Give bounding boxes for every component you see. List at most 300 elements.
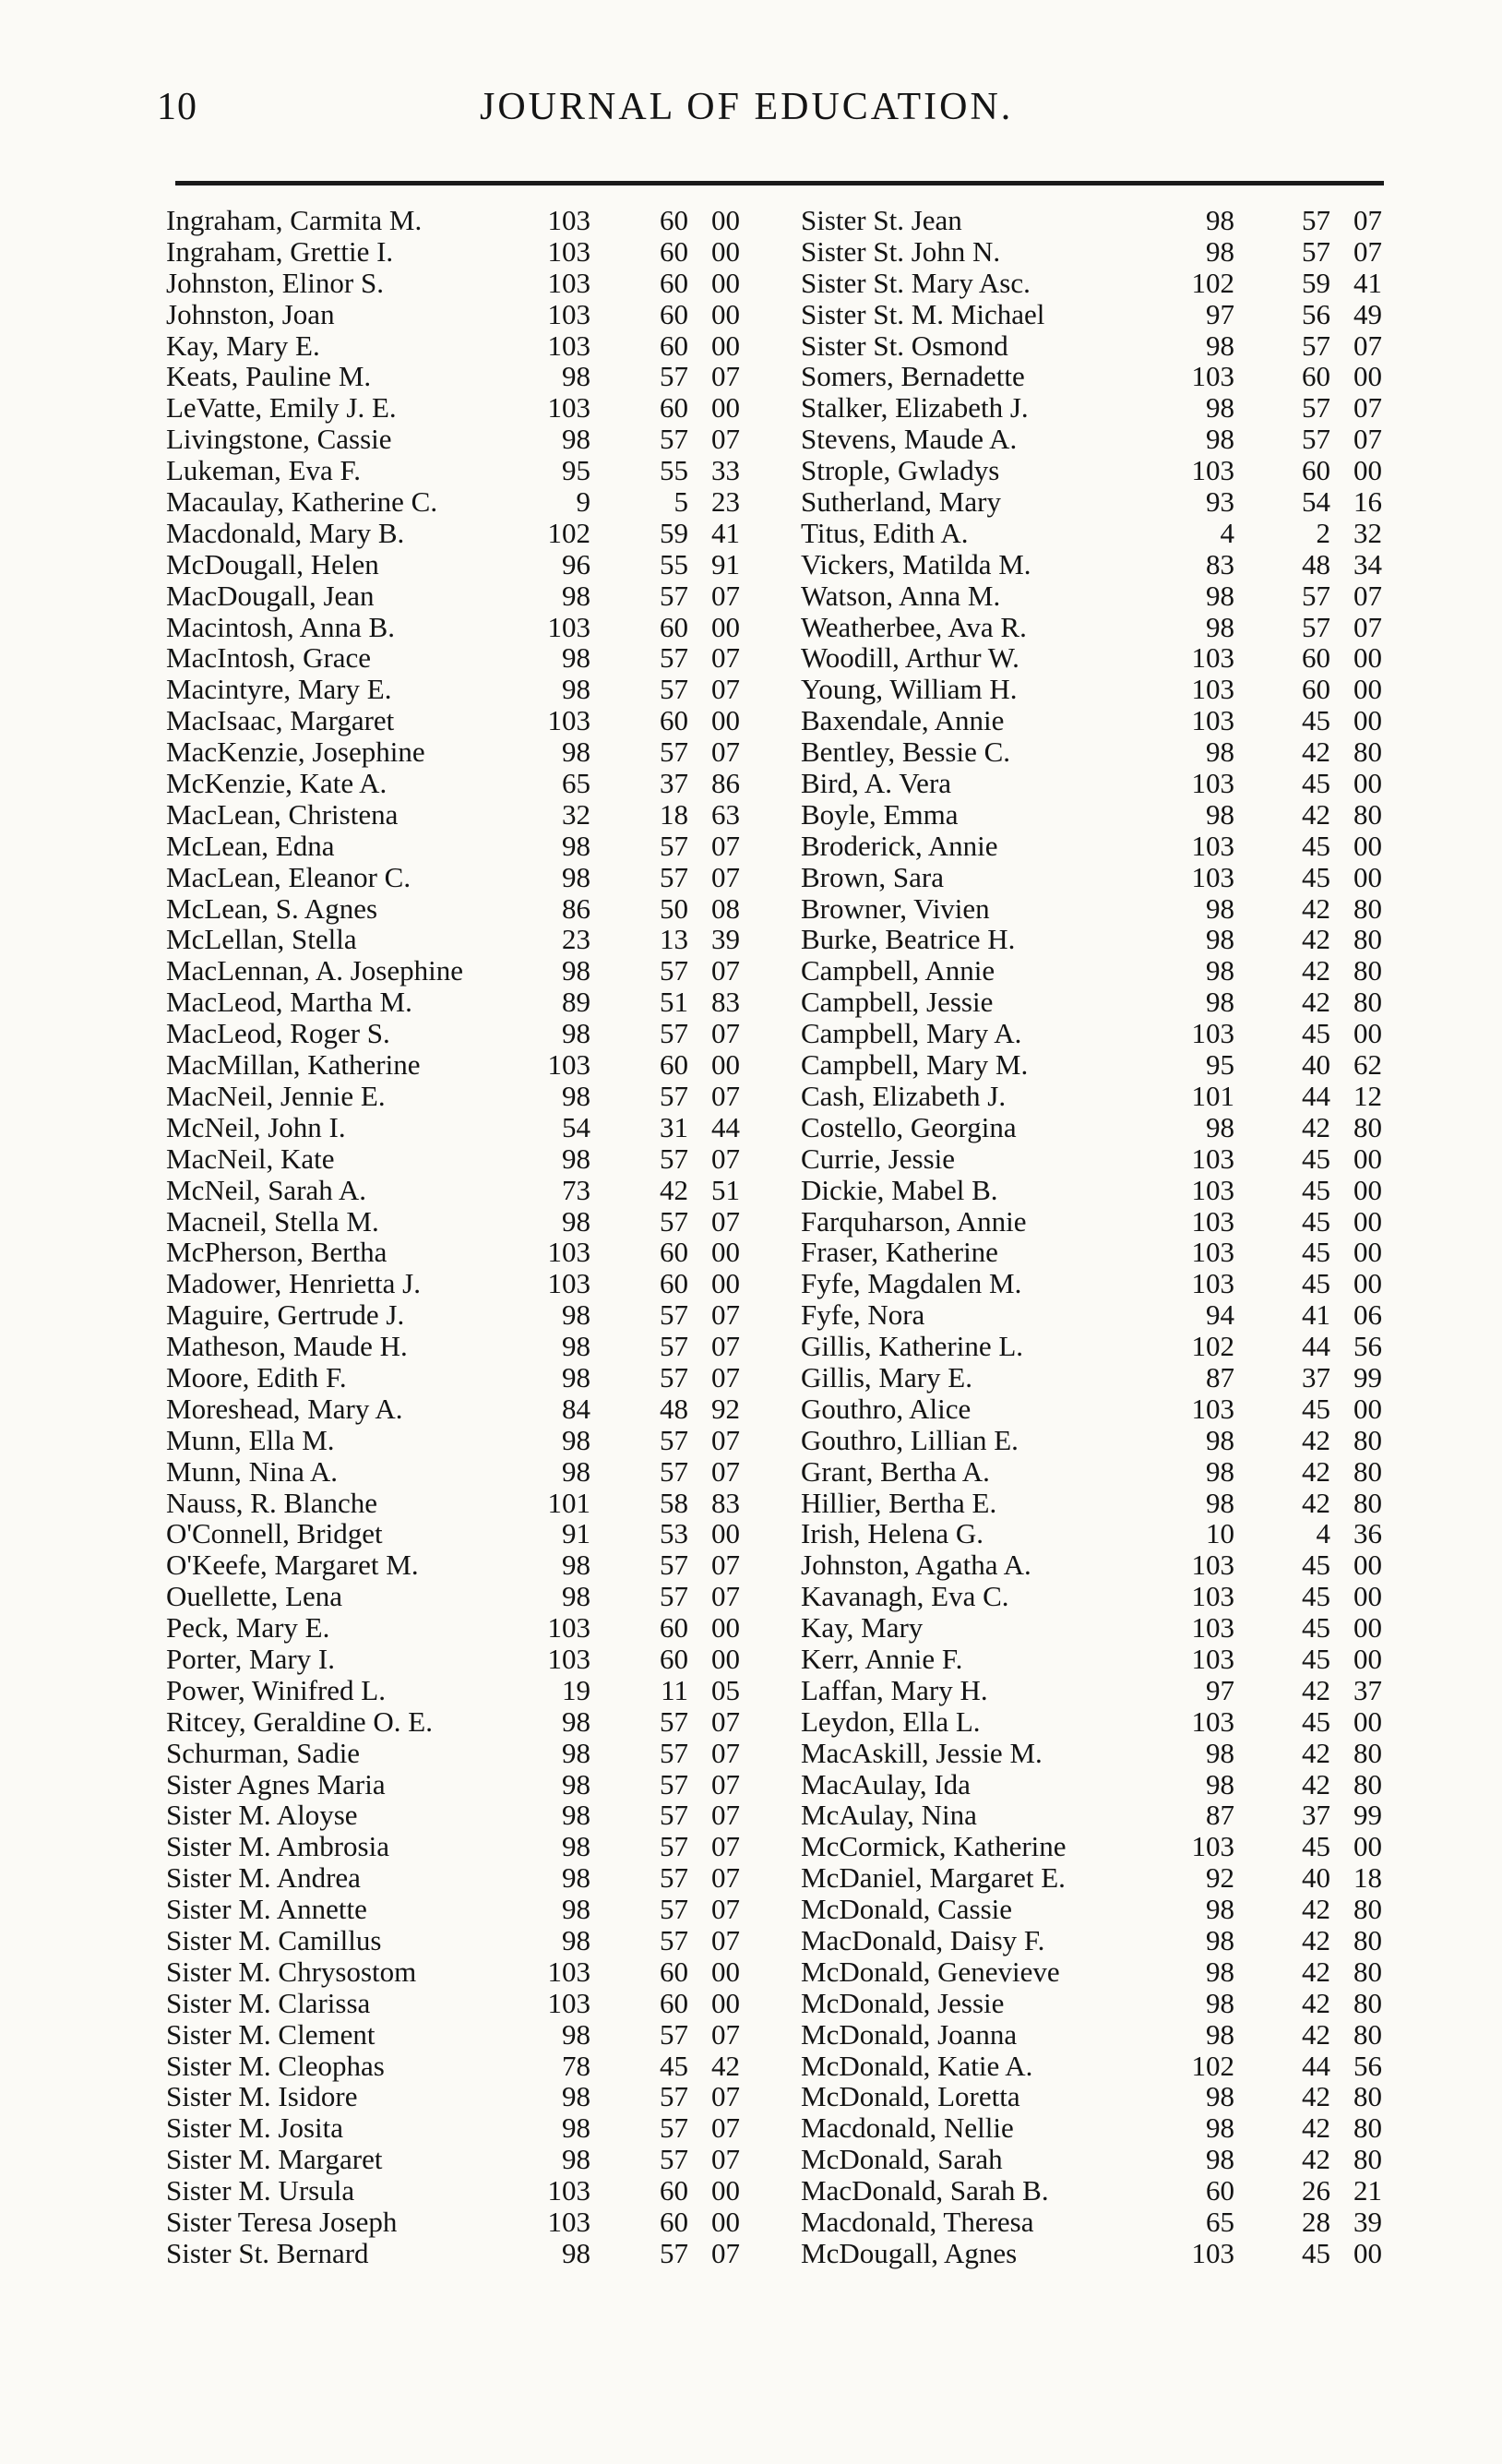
amount-cents: 00 (1353, 704, 1382, 737)
amount-dollars: 57 (660, 1079, 688, 1112)
amount-cents: 80 (1353, 1955, 1382, 1988)
amount-cents: 07 (711, 1204, 740, 1238)
table-row (166, 893, 757, 925)
table-row (166, 705, 757, 736)
days-count: 103 (1191, 1017, 1234, 1050)
teacher-name: Boyle, Emma (801, 797, 959, 831)
amount-dollars: 60 (660, 204, 688, 236)
teacher-name: Johnston, Elinor S. (166, 266, 384, 299)
days-count: 103 (1191, 1549, 1234, 1582)
days-count: 103 (1191, 1611, 1234, 1645)
days-count: 98 (562, 1017, 590, 1050)
left-column (166, 205, 757, 2269)
days-count: 103 (1191, 1204, 1234, 1238)
table-row (801, 330, 1401, 362)
days-count: 98 (562, 860, 590, 893)
table-row (801, 361, 1401, 392)
amount-cents: 32 (1353, 516, 1382, 549)
amount-dollars: 57 (1302, 423, 1330, 456)
amount-dollars: 45 (1302, 1017, 1330, 1050)
table-row (801, 1268, 1401, 1299)
amount-cents: 80 (1353, 736, 1382, 769)
days-count: 65 (562, 767, 590, 800)
table-row (166, 1237, 757, 1268)
teacher-name: Burke, Beatrice H. (801, 923, 1016, 956)
amount-dollars: 57 (660, 1330, 688, 1363)
teacher-name: Sister M. Ursula (166, 2174, 355, 2207)
table-row (166, 642, 757, 674)
days-count: 98 (562, 1830, 590, 1863)
days-count: 103 (1191, 1830, 1234, 1863)
days-count: 19 (562, 1673, 590, 1706)
amount-dollars: 57 (1302, 391, 1330, 425)
amount-cents: 34 (1353, 547, 1382, 580)
amount-dollars: 45 (1302, 860, 1330, 893)
amount-cents: 00 (1353, 1142, 1382, 1175)
table-row (166, 1581, 757, 1612)
teacher-name: MacLeod, Martha M. (166, 986, 412, 1019)
teacher-name: LeVatte, Emily J. E. (166, 391, 397, 425)
teacher-name: Watson, Anna M. (801, 579, 1001, 612)
amount-dollars: 44 (1302, 1330, 1330, 1363)
table-row (166, 1456, 757, 1488)
amount-dollars: 57 (660, 2143, 688, 2176)
amount-cents: 07 (1353, 329, 1382, 362)
days-count: 103 (1191, 1580, 1234, 1613)
teacher-name: McPherson, Bertha (166, 1236, 387, 1269)
amount-cents: 00 (711, 1048, 740, 1082)
table-row (801, 424, 1401, 455)
teacher-name: Macdonald, Mary B. (166, 516, 405, 549)
teacher-name: Maguire, Gertrude J. (166, 1298, 405, 1332)
teacher-name: Sister St. M. Michael (801, 297, 1045, 330)
table-row (166, 1488, 757, 1519)
days-count: 98 (1206, 797, 1234, 831)
table-row (801, 1206, 1401, 1238)
teacher-name: Stevens, Maude A. (801, 423, 1018, 456)
teacher-name: Sister St. Jean (801, 204, 962, 236)
teacher-name: Broderick, Annie (801, 829, 998, 862)
amount-cents: 39 (1353, 2206, 1382, 2238)
amount-dollars: 57 (660, 1204, 688, 1238)
teacher-name: McCormick, Katherine (801, 1830, 1067, 1863)
days-count: 98 (562, 1360, 590, 1393)
amount-dollars: 42 (1302, 797, 1330, 831)
amount-dollars: 57 (660, 954, 688, 987)
teacher-name: Kay, Mary (801, 1611, 924, 1645)
amount-dollars: 45 (1302, 1549, 1330, 1582)
table-row (166, 736, 757, 768)
table-row (801, 2112, 1401, 2144)
amount-dollars: 45 (1302, 829, 1330, 862)
amount-dollars: 57 (660, 736, 688, 769)
amount-cents: 80 (1353, 1454, 1382, 1488)
table-row (166, 2019, 757, 2051)
days-count: 103 (1191, 1236, 1234, 1269)
amount-cents: 07 (711, 2080, 740, 2113)
days-count: 98 (562, 423, 590, 456)
days-count: 23 (562, 923, 590, 956)
amount-dollars: 60 (1302, 454, 1330, 487)
amount-cents: 07 (711, 1830, 740, 1863)
amount-cents: 05 (711, 1673, 740, 1706)
days-count: 83 (1206, 547, 1234, 580)
days-count: 103 (1191, 1267, 1234, 1300)
days-count: 98 (562, 1142, 590, 1175)
teacher-name: Moore, Edith F. (166, 1360, 347, 1393)
amount-dollars: 42 (1302, 954, 1330, 987)
amount-dollars: 60 (660, 329, 688, 362)
teacher-name: Sister St. Mary Asc. (801, 266, 1031, 299)
amount-cents: 07 (711, 860, 740, 893)
amount-dollars: 45 (1302, 1204, 1330, 1238)
amount-cents: 62 (1353, 1048, 1382, 1082)
days-count: 98 (1206, 1923, 1234, 1956)
days-count: 98 (562, 1204, 590, 1238)
teacher-name: Kavanagh, Eva C. (801, 1580, 1009, 1613)
amount-cents: 00 (711, 2174, 740, 2207)
amount-dollars: 42 (1302, 2017, 1330, 2051)
teacher-name: Dickie, Mabel B. (801, 1173, 998, 1206)
amount-dollars: 42 (1302, 2143, 1330, 2176)
teacher-name: Fyfe, Magdalen M. (801, 1267, 1022, 1300)
amount-cents: 07 (711, 1549, 740, 1582)
amount-cents: 07 (1353, 423, 1382, 456)
amount-dollars: 57 (660, 860, 688, 893)
amount-cents: 00 (711, 1236, 740, 1269)
teacher-name: Macdonald, Theresa (801, 2206, 1034, 2238)
teacher-name: Weatherbee, Ava R. (801, 610, 1027, 643)
amount-cents: 80 (1353, 1423, 1382, 1456)
amount-cents: 83 (711, 1486, 740, 1519)
days-count: 10 (1206, 1517, 1234, 1550)
amount-dollars: 42 (1302, 1110, 1330, 1143)
days-count: 87 (1206, 1360, 1234, 1393)
amount-dollars: 45 (1302, 1642, 1330, 1675)
teacher-name: Bentley, Bessie C. (801, 736, 1011, 769)
days-count: 103 (1191, 641, 1234, 675)
days-count: 98 (562, 1330, 590, 1363)
days-count: 103 (1191, 829, 1234, 862)
table-row (801, 1769, 1401, 1800)
amount-cents: 00 (1353, 1392, 1382, 1425)
teacher-name: Stalker, Elizabeth J. (801, 391, 1029, 425)
teacher-name: McDougall, Helen (166, 547, 379, 580)
days-count: 98 (562, 2143, 590, 2176)
teacher-name: McDonald, Loretta (801, 2080, 1020, 2113)
teacher-name: Woodill, Arthur W. (801, 641, 1019, 675)
table-row (166, 924, 757, 955)
table-row (166, 236, 757, 268)
amount-cents: 00 (1353, 360, 1382, 393)
amount-dollars: 57 (660, 1923, 688, 1956)
days-count: 98 (562, 1736, 590, 1769)
amount-dollars: 42 (1302, 891, 1330, 925)
teacher-name: Fraser, Katherine (801, 1236, 998, 1269)
teacher-name: McKenzie, Kate A. (166, 767, 387, 800)
amount-dollars: 45 (660, 2049, 688, 2082)
teacher-name: Sister Agnes Maria (166, 1767, 386, 1800)
amount-dollars: 57 (660, 2017, 688, 2051)
amount-dollars: 42 (1302, 1673, 1330, 1706)
teacher-name: Schurman, Sadie (166, 1736, 361, 1769)
days-count: 97 (1206, 1673, 1234, 1706)
amount-dollars: 57 (1302, 234, 1330, 268)
amount-dollars: 45 (1302, 2236, 1330, 2269)
amount-cents: 00 (1353, 1173, 1382, 1206)
amount-cents: 00 (711, 1267, 740, 1300)
amount-dollars: 57 (660, 2236, 688, 2269)
table-row (166, 987, 757, 1018)
table-row (801, 987, 1401, 1018)
amount-dollars: 57 (660, 1017, 688, 1050)
amount-cents: 07 (711, 579, 740, 612)
amount-dollars: 48 (660, 1392, 688, 1425)
teacher-name: Munn, Nina A. (166, 1454, 338, 1488)
amount-dollars: 57 (660, 2080, 688, 2113)
amount-dollars: 42 (1302, 2111, 1330, 2145)
days-count: 96 (562, 547, 590, 580)
table-row (166, 1299, 757, 1331)
days-count: 95 (562, 454, 590, 487)
teacher-name: Sister M. Josita (166, 2111, 344, 2145)
table-row (166, 2144, 757, 2175)
teacher-name: McLean, S. Agnes (166, 891, 378, 925)
amount-cents: 07 (711, 423, 740, 456)
teacher-name: MacDonald, Sarah B. (801, 2174, 1049, 2207)
teacher-name: Sister Teresa Joseph (166, 2206, 398, 2238)
days-count: 60 (1206, 2174, 1234, 2207)
amount-dollars: 45 (1302, 1580, 1330, 1613)
teacher-name: Sister M. Clarissa (166, 1986, 371, 2019)
teacher-name: Ouellette, Lena (166, 1580, 343, 1613)
table-row (801, 1831, 1401, 1862)
amount-cents: 00 (711, 610, 740, 643)
amount-cents: 56 (1353, 1330, 1382, 1363)
amount-dollars: 57 (660, 1767, 688, 1800)
amount-cents: 07 (711, 1142, 740, 1175)
amount-cents: 07 (711, 1767, 740, 1800)
teacher-name: MacAskill, Jessie M. (801, 1736, 1043, 1769)
teacher-name: Ingraham, Carmita M. (166, 204, 423, 236)
amount-dollars: 57 (660, 1830, 688, 1863)
teacher-name: Sutherland, Mary (801, 485, 1001, 519)
days-count: 103 (547, 2174, 590, 2207)
table-row (801, 2051, 1401, 2082)
table-row (801, 1612, 1401, 1644)
table-row (801, 1362, 1401, 1393)
days-count: 98 (562, 1799, 590, 1832)
days-count: 98 (562, 1079, 590, 1112)
days-count: 98 (562, 1923, 590, 1956)
table-row (801, 1456, 1401, 1488)
table-row (801, 580, 1401, 612)
amount-dollars: 57 (660, 641, 688, 675)
days-count: 98 (562, 360, 590, 393)
days-count: 98 (1206, 234, 1234, 268)
teacher-name: Farquharson, Annie (801, 1204, 1027, 1238)
teacher-name: Grant, Bertha A. (801, 1454, 990, 1488)
amount-cents: 12 (1353, 1079, 1382, 1112)
days-count: 103 (1191, 767, 1234, 800)
days-count: 98 (562, 2236, 590, 2269)
amount-dollars: 60 (660, 297, 688, 330)
teacher-name: Campbell, Mary M. (801, 1048, 1029, 1082)
days-count: 98 (562, 954, 590, 987)
amount-dollars: 57 (1302, 610, 1330, 643)
table-row (166, 1549, 757, 1581)
teacher-name: Irish, Helena G. (801, 1517, 983, 1550)
amount-cents: 07 (711, 1736, 740, 1769)
amount-dollars: 57 (660, 1360, 688, 1393)
amount-dollars: 55 (660, 547, 688, 580)
table-row (166, 1331, 757, 1362)
days-count: 103 (547, 1236, 590, 1269)
amount-dollars: 57 (660, 1704, 688, 1738)
table-row (166, 424, 757, 455)
amount-dollars: 26 (1302, 2174, 1330, 2207)
days-count: 78 (562, 2049, 590, 2082)
table-row (166, 768, 757, 799)
teacher-name: Gillis, Katherine L. (801, 1330, 1024, 1363)
days-count: 98 (562, 1549, 590, 1582)
table-row (801, 549, 1401, 580)
amount-cents: 00 (1353, 1204, 1382, 1238)
teacher-name: Sister St. John N. (801, 234, 1001, 268)
table-row (801, 705, 1401, 736)
amount-cents: 07 (711, 2017, 740, 2051)
amount-cents: 18 (1353, 1861, 1382, 1895)
table-row (801, 518, 1401, 549)
table-row (166, 2112, 757, 2144)
amount-cents: 80 (1353, 2017, 1382, 2051)
days-count: 98 (1206, 2111, 1234, 2145)
days-count: 94 (1206, 1298, 1234, 1332)
amount-cents: 00 (1353, 1642, 1382, 1675)
table-row (166, 2081, 757, 2112)
amount-cents: 00 (711, 266, 740, 299)
amount-cents: 99 (1353, 1360, 1382, 1393)
teacher-name: Madower, Henrietta J. (166, 1267, 421, 1300)
amount-dollars: 45 (1302, 1173, 1330, 1206)
amount-dollars: 44 (1302, 2049, 1330, 2082)
amount-cents: 07 (1353, 610, 1382, 643)
table-row (801, 1644, 1401, 1675)
days-count: 98 (1206, 986, 1234, 1019)
amount-dollars: 57 (1302, 579, 1330, 612)
table-row (801, 2207, 1401, 2238)
table-row (801, 236, 1401, 268)
table-row (801, 612, 1401, 643)
amount-dollars: 60 (660, 610, 688, 643)
table-row (166, 1894, 757, 1925)
amount-cents: 00 (1353, 767, 1382, 800)
teacher-name: Sister M. Annette (166, 1893, 367, 1926)
table-row (166, 799, 757, 831)
table-row (801, 862, 1401, 893)
amount-cents: 07 (711, 1799, 740, 1832)
days-count: 98 (562, 1423, 590, 1456)
teacher-name: Ritcey, Geraldine O. E. (166, 1704, 433, 1738)
amount-dollars: 57 (660, 1580, 688, 1613)
page-number: 10 (157, 86, 197, 128)
amount-dollars: 5 (674, 485, 688, 519)
table-row (166, 518, 757, 549)
teacher-name: MacLean, Christena (166, 797, 399, 831)
amount-cents: 07 (711, 1893, 740, 1926)
days-count: 103 (547, 1986, 590, 2019)
amount-dollars: 51 (660, 986, 688, 1019)
days-count: 73 (562, 1173, 590, 1206)
teacher-name: O'Connell, Bridget (166, 1517, 383, 1550)
amount-dollars: 57 (660, 1298, 688, 1332)
amount-cents: 21 (1353, 2174, 1382, 2207)
amount-dollars: 50 (660, 891, 688, 925)
amount-cents: 00 (711, 1642, 740, 1675)
amount-dollars: 57 (660, 1893, 688, 1926)
amount-dollars: 45 (1302, 1830, 1330, 1863)
teacher-name: Peck, Mary E. (166, 1611, 330, 1645)
days-count: 103 (547, 2206, 590, 2238)
amount-dollars: 60 (660, 1955, 688, 1988)
days-count: 98 (1206, 1454, 1234, 1488)
teacher-name: MacMillan, Katherine (166, 1048, 421, 1082)
days-count: 98 (1206, 1986, 1234, 2019)
table-row (801, 205, 1401, 236)
amount-cents: 39 (711, 923, 740, 956)
teacher-name: Somers, Bernadette (801, 360, 1025, 393)
amount-cents: 00 (711, 234, 740, 268)
table-row (166, 1831, 757, 1862)
amount-cents: 00 (711, 329, 740, 362)
table-row (801, 1393, 1401, 1425)
amount-dollars: 37 (660, 767, 688, 800)
amount-cents: 80 (1353, 923, 1382, 956)
amount-cents: 41 (1353, 266, 1382, 299)
amount-dollars: 45 (1302, 1236, 1330, 1269)
amount-cents: 07 (1353, 234, 1382, 268)
amount-dollars: 60 (1302, 641, 1330, 675)
table-row (166, 831, 757, 862)
amount-dollars: 57 (660, 829, 688, 862)
days-count: 98 (562, 2111, 590, 2145)
amount-dollars: 60 (660, 266, 688, 299)
teacher-name: Sister M. Chrysostom (166, 1955, 417, 1988)
table-row (166, 486, 757, 518)
amount-cents: 00 (711, 391, 740, 425)
teacher-name: Keats, Pauline M. (166, 360, 372, 393)
days-count: 91 (562, 1517, 590, 1550)
teacher-name: McDougall, Agnes (801, 2236, 1018, 2269)
table-row (801, 674, 1401, 705)
teacher-name: Sister M. Aloyse (166, 1799, 358, 1832)
table-row (801, 2019, 1401, 2051)
days-count: 103 (1191, 1173, 1234, 1206)
days-count: 95 (1206, 1048, 1234, 1082)
days-count: 98 (1206, 1486, 1234, 1519)
amount-dollars: 42 (1302, 1454, 1330, 1488)
days-count: 98 (1206, 1767, 1234, 1800)
amount-cents: 91 (711, 547, 740, 580)
amount-cents: 00 (1353, 1830, 1382, 1863)
teacher-name: McDonald, Genevieve (801, 1955, 1060, 1988)
amount-dollars: 57 (660, 673, 688, 706)
teacher-name: MacDougall, Jean (166, 579, 375, 612)
amount-dollars: 57 (660, 1736, 688, 1769)
days-count: 98 (1206, 891, 1234, 925)
amount-dollars: 48 (1302, 547, 1330, 580)
days-count: 98 (562, 641, 590, 675)
